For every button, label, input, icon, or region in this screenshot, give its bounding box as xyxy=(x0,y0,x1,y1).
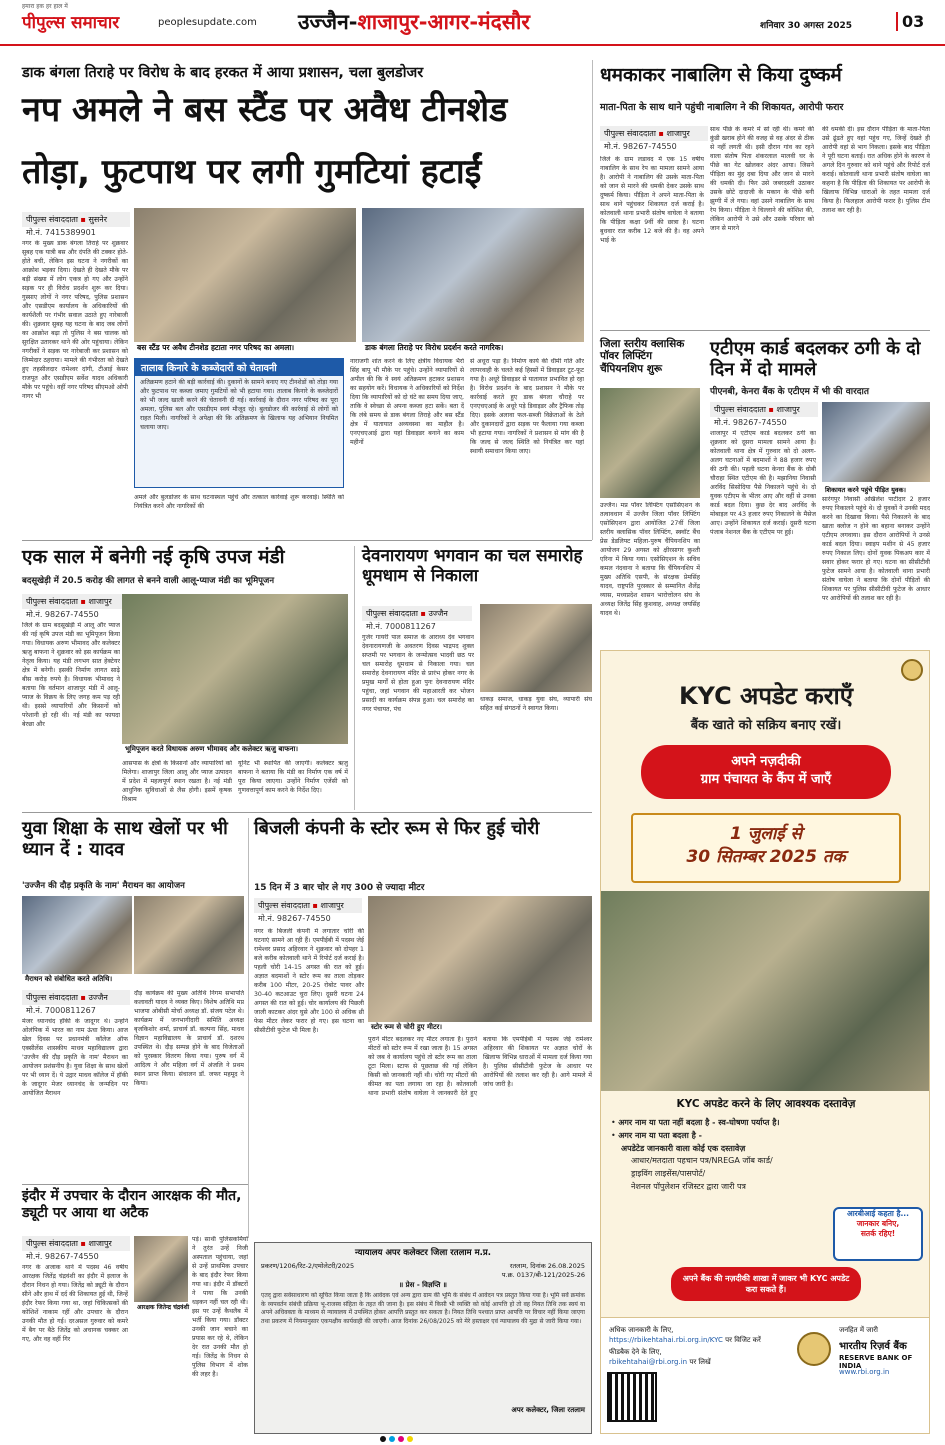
story3-headline: जिला स्तरीय क्लासिक पॉवर लिफ्टिंग चैंपियनशिप शुरू xyxy=(600,338,685,375)
story8-body-2: पुराने मीटर बदलकर नए मीटर लगाता है। पुराने मीटरों को स्टोर रूम में रखा जाता है। 15 अगस्त को जब वे कार्यालय पहुंचे तो स्टोर रूम का ताला टूटा मिला। स्टाफ से पूछताछ की गई लेकिन किसी को जानकारी नहीं थी। चोरी गए मीटरों की कीमत का पता लगाया जा रहा है। कोतवाली थाना प्रभारी संतोष वाघेला ने जानकारी देते हुए बताया कि एमपीईबी में पदस्थ जेई रामेश्वर अहिरवार की शिकायत पर अज्ञात चोरों के खिलाफ विभिन्न धाराओं में मामला दर्ज किया गया है। पुलिस सीसीटीवी फुटेज के आधार पर आरोपियों की तलाश कर रही है। आगे मामले में जांच जारी है। xyxy=(368,1036,592,1097)
story9-photo-constable xyxy=(134,1236,188,1302)
story4-headline: एटीएम कार्ड बदलकर ठगी के दो दिन में दो मामले xyxy=(710,338,921,381)
story6-body-1: गुर्जर गायरी पाल समाज के आराध्य देव भगवान देवनारायणजी के अवतरण दिवस भाद्रपद शुक्ल सप्तमी पर भगवान के जन्मोत्सव भादवी छठ पर चल समारोह धूमधाम से निकाला गया। चल समारोह देवनारायण मंदिर से प्रारंभ होकर नगर के प्रमुख मार्गों से होता हुआ पुनः देवनारायण मंदिर पहुंचा, जहां भगवान की महाआरती कर भोजन प्रसादी का कार्यक्रम संपन्न हुआ। चल समारोह का नगर पंचायत, पंच xyxy=(362,634,474,713)
story5-body-3: यूनिट भी स्थापित की जाएगी। कलेक्टर ऋजु बाफना ने बताया कि मंडी का निर्माण एक वर्ष में पूरा किया जाएगा। उन्होंने निर्माण एजेंसी को गुणवत्तापूर्ण काम करने के निर्देश दिए। xyxy=(238,760,348,794)
story2-byline: पीपुल्स संवाददाता ▪ शाजापुर xyxy=(600,126,708,141)
kyc-points xyxy=(611,1117,921,1194)
column-rule xyxy=(592,60,593,540)
feedback-email[interactable]: rbikehtahai@rbi.org.in पर लिखें xyxy=(609,1358,711,1366)
rbi-kehta-hai-badge xyxy=(833,1207,923,1261)
story1-box-text: अतिक्रमण हटाने की बड़ी कार्रवाई की। दुकानों के सामने बनाए गए टीनशेडों को तोड़ा गया और फुटपाथ पर कब्जा जमाए गुमटियों को भी हटाया गया। तालाब किनारे के कब्जेदारों को भी जल्द खाली करने की चेतावनी दी गई। कार्रवाई के दौरान नगर परिषद का पूरा अमला, पुलिस बल और एसडीएम स्वयं मौजूद रहे। बुलडोजर की कार्रवाई से लोगों को राहत मिली। नागरिकों ने अपेक्षा की कि अतिक्रमण के खिलाफ यह अभियान नियमित चलाया जाए। xyxy=(140,379,338,431)
notice-reference: प.क्र. 0137/बी-121/2025-26 xyxy=(501,1271,585,1279)
issuer-site[interactable]: www.rbi.org.in xyxy=(839,1368,890,1376)
story4-photo-caption: शिकायत करने पहुंचे पीड़ित युवक। xyxy=(822,484,930,495)
story2-body-2: साथ पीछे के कमरे में सो रही थी। कमरे की कुंडी खराब होने की वजह से वह अंदर से ठीक से नहीं लगती थी। इसी दौरान गांव का रहने वाला संतोष पिता शंकरलाल मालवी घर के पीछे का गेट खोलकर अंदर आया। जिसने पीड़िता का मुंह दबा दिया और जान से मारने की धमकी दी। फिर उसे जबरदस्ती उठाकर उसके छोटे दादाजी के मकान के पीछे बनी झुग्गी में ले गया। वहां उसने नाबालिग के साथ रेप किया। पीड़िता ने चिल्लाने की कोशिश की, लेकिन आरोपी ने उसे और उसके परिवार को जान से मारने xyxy=(710,126,814,232)
badge-line1: आरबीआई कहता है... xyxy=(846,1209,910,1218)
story4-subhead: पीएनबी, केनरा बैंक के एटीएम में भी की वारदात xyxy=(710,387,869,397)
kyc-footer xyxy=(601,1317,930,1434)
divider xyxy=(22,1184,248,1185)
story1-photo-bulldozer xyxy=(134,208,356,348)
story9-mobile: मो.नं. 98267-74550 xyxy=(26,1252,99,1261)
story8-mobile: मो.नं. 98267-74550 xyxy=(258,914,331,923)
story7-body-1: मेजर ध्यानचंद हॉकी के जादूगर थे। उन्होंने ओलंपिक में भारत का नाम ऊंचा किया। आज खेल दिवस पर प्रधानमंत्री कॉलेज ऑफ एक्सीलेंस शासकीय माधव महाविद्यालय द्वारा 'उज्जैन की दौड़ प्रकृति के नाम' मैराथन का आयोजन प्रशंसनीय है। युवा शिक्षा के साथ खेलों पर भी ध्यान दें। ये उद्गार माधव कॉलेज में हॉकी के जादूगर मेजर ध्यानचंद के जन्मदिन पर आयोजित मैराथन xyxy=(22,1018,128,1097)
info-line: अधिक जानकारी के लिए, xyxy=(609,1326,674,1334)
kyc-subline: बैंक खाते को सक्रिय बनाए रखें। xyxy=(690,718,842,733)
reg-mark xyxy=(407,1436,413,1442)
story2-body-3: की धमकी दी। इस दौरान पीड़िता के माता-पिता उसे ढूंढते हुए वहां पहुंच गए, जिन्हें देखते ही आरोपी वहां से भाग निकला। इसके बाद पीड़िता ने पूरी घटना बताई। रात अधिक होने के कारण वे अगले दिन गुरुवार को थाने पहुंचे और रिपोर्ट दर्ज कराई। कोतवाली थाना प्रभारी संतोष वाघेला का कहना है कि पीड़िता की शिकायत पर आरोपी के खिलाफ विभिन्न धाराओं के तहत मामला दर्ज किया है। फिलहाल आरोपी फरार है। पुलिस टीम तलाश कर रही है। xyxy=(822,126,930,214)
column-rule xyxy=(354,546,355,810)
story5-mobile: मो.नं. 98267-74550 xyxy=(26,610,99,619)
story7-headline: युवा शिक्षा के साथ खेलों पर भी ध्यान दें : यादव xyxy=(22,818,228,861)
story9-byline: पीपुल्स संवाददाता ▪ शाजापुर xyxy=(22,1236,130,1251)
story7-byline: पीपुल्स संवाददाता ▪ उज्जैन xyxy=(22,990,130,1005)
kyc-cta: अपने बैंक की नज़दीकी शाखा में जाकर भी KYC अपडेट करा सकते हैं। xyxy=(671,1267,861,1301)
reg-mark xyxy=(380,1436,386,1442)
kyc-point-2-sub: अपडेटेड जानकारी वाला कोई एक दस्तावेज़ xyxy=(621,1143,746,1153)
reg-mark xyxy=(389,1436,395,1442)
page-number: 03 xyxy=(896,12,926,31)
divider xyxy=(600,330,930,331)
story8-subhead: 15 दिन में 3 बार चोर ले गए 300 से ज्यादा मीटर xyxy=(254,883,425,893)
story5-photo-caption: भूमिपूजन करते विधायक अरुण भीमावद और कलेक्टर ऋजु बाफना। xyxy=(122,744,348,755)
kyc-date-from: 1 जुलाई से xyxy=(729,824,803,844)
story1-headline-line2: तोड़ा, फुटपाथ पर लगी गुमटियां हटाईं xyxy=(22,152,482,192)
issuer-english: RESERVE BANK OF INDIA xyxy=(839,1354,913,1370)
story1-kicker: डाक बंगला तिराहे पर विरोध के बाद हरकत में आया प्रशासन, चला बुलडोजर xyxy=(22,65,424,81)
kyc-date-panel xyxy=(631,813,901,883)
court-notice xyxy=(254,1242,592,1434)
kyc-point-1: • अगर नाम या पता नहीं बदला है - स्व-घोषणा पर्याप्त है। xyxy=(611,1118,780,1127)
masthead-tagline: हमारा हक हर हाल में xyxy=(22,3,68,10)
story9-headline: इंदौर में उपचार के दौरान आरक्षक की मौत, ड्यूटी पर आया था अटैक xyxy=(22,1188,242,1221)
story9-photo-caption: आरक्षक जितेन्द्र चंद्रवंशी xyxy=(134,1302,194,1312)
kyc-banner-line2: ग्राम पंचायत के कैंप में जाएँ xyxy=(700,772,832,787)
story4-byline: पीपुल्स संवाददाता ▪ शाजापुर xyxy=(710,402,818,417)
story1-headline-line1: नप अमले ने बस स्टैंड पर अवैध टीनशेड xyxy=(22,90,508,130)
story8-photo xyxy=(368,896,592,1022)
kyc-doc-1: आधार/मतदाता पहचान पत्र/NREGA जॉब कार्ड/ xyxy=(631,1156,773,1166)
story1-body-mid: अमले और बुलडोजर के साथ घटनास्थल पहुंचे और तत्काल कार्रवाई शुरू करवाई। स्थिति को नियंत्रित करने और नागरिकों की xyxy=(134,494,344,510)
story7-photo-caption: मैराथन को संबोधित करते अतिथि। xyxy=(22,974,244,985)
notice-subject: ॥ प्रेस - विज्ञप्ति ॥ xyxy=(399,1281,447,1289)
story4-mobile: मो.नं. 98267-74550 xyxy=(714,418,787,427)
divider xyxy=(22,812,592,813)
story1-photo-protest xyxy=(362,208,584,348)
divider xyxy=(22,540,592,541)
story1-photo1-caption: बस स्टैंड पर अवैध टीनशेड हटाता नगर परिषद का अमला। xyxy=(134,342,356,354)
story6-mobile: मो.नं. 7000811267 xyxy=(366,622,436,631)
story1-mobile: मो.नं. 7415389901 xyxy=(26,228,96,237)
story9-body-2: पड़े। साथी पुलिसकर्मियों ने तुरंत उन्हें निजी अस्पताल पहुंचाया, जहां से उन्हें प्राथमिक उपचार के बाद इंदौर रेफर किया गया था। इंदौर में डॉक्टरों ने पाया कि उनकी धड़कन नहीं चल रही थी। इस पर उन्हें कैथलैब में भर्ती किया गया। डॉक्टर उनकी जान बचाने का प्रयास कर रहे थे, लेकिन देर रात उनकी मौत हो गई। जितेंद्र के निधन से पुलिस विभाग में शोक की लहर है। xyxy=(192,1236,248,1378)
column-rule xyxy=(248,818,249,1238)
kyc-headline: KYC अपडेट कराएँ xyxy=(678,682,854,710)
story3-photo xyxy=(600,388,700,498)
story7-photo-speech xyxy=(134,896,244,974)
kyc-point-2: • अगर नाम या पता बदला है - xyxy=(611,1130,702,1140)
kyc-advertisement xyxy=(600,650,930,1434)
story6-body-2: धाकड़ समाज, धाकड़ युवा संघ, व्यापारी संघ सहित कई संगठनों ने स्वागत किया। xyxy=(480,696,592,712)
story4-photo xyxy=(822,402,930,482)
story3-body: उज्जैन। मप्र पॉवर लिफ्टिंग एसोसिएशन के तत्वावधान में उज्जैन जिला पॉवर लिफ्टिंग एसोसिएशन द्वारा आयोजित 27वीं जिला स्तरीय क्लासिक पॉवर लिफ्टिंग, स्क्वॉट बैंच प्रेस डेडलिफ्ट महिला-पुरुष चैंपियनशिप का आयोजन 29 अगस्त को क्षीरसागर कुश्ती एरिना में किया गया। एसोसिएशन के सचिव कमल नंदवाना ने बताया कि चैंपियनशिप में मुख्य अतिथि एसपी, के संरक्षक प्रेमसिंह यादव, राष्ट्रपति पुरस्कार से सम्मानित शैलेंद्र व्यास, मध्यप्रदेश शासन भारोत्तोलन संघ के अध्यक्ष जितेंद्र सिंह कुशवाह, अध्यक्ष जयसिंह यादव थे। xyxy=(600,502,700,617)
info-link[interactable]: https://rbikehtahai.rbi.org.in/KYC पर विजिट करें xyxy=(609,1336,761,1344)
story1-body-left: नगर के मुख्य डाक बंगला तिराहे पर शुक्रवार सुबह एक यात्री बस और दंपति की टक्कर होते-होते बची, लेकिन इस घटना ने नगरीकों का आक्रोश भड़का दिया। देखते ही देखते मौके पर बड़ी संख्या में लोग एकत्र हो गए और उन्होंने सड़क पर ही विरोध प्रदर्शन शुरू कर दिया। गुस्साए लोगों ने नगर परिषद, पुलिस प्रशासन और एसडीएम कार्यालय के अधिकारियों की कार्यशैली पर गंभीर सवाल उठाते हुए नारेबाजी की। शुक्रवार सुबह यह घटना के बाद जब लोगों का आक्रोश बढ़ा तो पुलिस ने बस चालक को सुरक्षित उतारकर थाने की ओर पहुंचाया। लेकिन नगरीकों ने सड़क पर नारेबाजी कर प्रशासन को जिम्मेदार ठहराया। मामले की गंभीरता को देखते हुए तहसीलदार रामेश्वर दांगी, टीआई केसर राजपूत और एसडीएम सर्वेश यादव अधिकारी मौके पर पहुंचे। वहीं नगर परिषद सीएमओ ओपी नागर भी xyxy=(22,240,128,400)
story7-photo-marathon xyxy=(22,896,132,974)
story5-byline: पीपुल्स संवाददाता ▪ शाजापुर xyxy=(22,594,122,609)
kyc-village-illustration xyxy=(601,891,930,1091)
paper-name: पीपुल्स समाचार xyxy=(22,13,120,33)
story1-body-right2: से अधूरा पड़ा है। निर्माण कार्य की धीमी गति और लापरवाही के चलते कई हिस्सों में डिवाइडर टूट-फूट गया है। अधूरे डिवाइडर से यातायात प्रभावित हो रहा है। विरोध प्रदर्शन के बाद प्रशासन ने मौके पर कार्रवाई करते हुए डाक बंगला चौराहे पर एनएचएआई के अधूरे पड़े डिवाइडर और ट्रैफिक तोड़ दिए। इसके अलावा फल-सब्जी विक्रेताओं के ठेले और दुकानदारों द्वारा सड़क पर फैलाया गया कब्जा भी हटाया गया। नागरिकों ने प्रशासन से मांग की है कि जल्द से जल्द स्थिति को नियंत्रित कर यहां स्थायी समाधान किया जाए। xyxy=(470,358,584,455)
masthead xyxy=(0,0,945,46)
story7-mobile: मो.नं. 7000811267 xyxy=(26,1006,96,1015)
edition-title-districts: शाजापुर-आगर-मंदसौर xyxy=(357,10,530,34)
badge-line2: जानकार बनिए, xyxy=(856,1219,900,1228)
story2-headline: धमकाकर नाबालिग से किया दुष्कर्म xyxy=(600,64,842,86)
story7-subhead: 'उज्जैन की दौड़ प्रकृति के नाम' मैराथन का आयोजन xyxy=(22,881,185,891)
rbi-seal-icon xyxy=(901,659,923,681)
notice-case-line: प्रकरण/1206/रिट-2/एमोलेटरी/2025 xyxy=(261,1262,355,1270)
story1-byline: पीपुल्स संवाददाता ▪ सुसनेर xyxy=(22,212,130,227)
registration-marks xyxy=(380,1436,413,1442)
rbi-emblem-icon xyxy=(797,1332,831,1366)
story5-photo xyxy=(122,594,348,750)
notice-date-line: रतलाम, दिनांक 26.08.2025 xyxy=(509,1262,585,1270)
edition-title-city: उज्जैन- xyxy=(298,10,358,34)
story1-box xyxy=(134,358,344,488)
qr-code-icon xyxy=(609,1374,655,1420)
edition-title xyxy=(298,8,530,36)
story8-photo-caption: स्टोर रूम से चोरी हुए मीटर। xyxy=(368,1022,592,1033)
story5-headline: एक साल में बनेगी नई कृषि उपज मंडी xyxy=(22,546,285,568)
kyc-doc-2: ड्राइविंग लाइसेंस/पासपोर्ट/ xyxy=(631,1169,706,1179)
kyc-banner xyxy=(641,745,891,799)
story6-byline: पीपुल्स संवाददाता ▪ उज्जैन xyxy=(362,606,472,621)
story4-body-2: सारंगपुर निवासी अखिलेश पाटीदार 2 हजार रुपए निकालने पहुंचे थे। दो युवकों ने उनकी मदद करने का दिखावा किया। पैसे निकालने के बाद खाता क्लोज न होने का बहाना बनाकर उन्होंने एटीएम लगवाया। इस दौरान आरोपियों ने उनसे कार्ड बदल दिया। स्वाइप मशीन से 45 हजार रुपए निकाल लिए। दोनों युवक पिकअप कार में सवार होकर फरार हो गए। घटना का सीसीटीवी फुटेज सामने आया है। कोतवाली थाना प्रभारी संतोष वाघेला ने बताया कि दोनों पीड़ितों की शिकायत पर पुलिस सीसीटीवी फुटेज के आधार पर आरोपियों की तलाश कर रही है। xyxy=(822,496,930,602)
story6-photo xyxy=(480,604,592,692)
story2-subhead: माता-पिता के साथ थाने पहुंची नाबालिग ने की शिकायत, आरोपी फरार xyxy=(600,102,844,113)
story9-body-1: नगर के अजाक थाने में पदस्थ 46 वर्षीय आरक्षक जितेंद्र चंद्रवंशी का इंदौर में इलाज के दौरान निधन हो गया। जितेंद्र को ड्यूटी के दौरान सीने और हाथ में दर्द की शिकायत हुई थी, जिन्हें इंदौर रेफर किया गया था, जहां चिकित्सकों की कोशिशें नाकाम रहीं और उपचार के दौरान उनकी मौत हो गई। दरअसल गुरुवार को कमरे में बैग पर बैठे जितेंद्र को अचानक चक्कर आ गए, और वह वहीं गिर xyxy=(22,1264,128,1343)
kyc-documents-heading: KYC अपडेट करने के लिए आवश्यक दस्तावेज़ xyxy=(676,1098,856,1110)
story8-byline: पीपुल्स संवाददाता ▪ शाजापुर xyxy=(254,898,362,913)
feedback-line: फीडबैक देने के लिए, xyxy=(609,1348,662,1356)
kyc-banner-line1: अपने नज़दीकी xyxy=(731,754,801,769)
story2-body-1: जिले के ग्राम लडावद में एक 15 वर्षीय नाबालिग के साथ रेप का मामला सामने आया है। आरोपी ने नाबालिग की उसके माता-पिता को जान से मारने की धमकी देकर उसके साथ दुष्कर्म किया। पीड़िता ने अपने माता-पिता के साथ थाने पहुंचकर शिकायत दर्ज कराई है। कोतवाली थाना प्रभारी संतोष वाघेला ने बताया कि पीड़िता कक्षा 9वीं की छात्रा है। घटना बुधवार रात करीब 12 बजे की है। वह अपने भाई के xyxy=(600,156,704,244)
issuer-label: जनहित में जारी xyxy=(839,1326,878,1334)
story5-body-1: जिले के ग्राम बदसूखेड़ी में आलू और प्याज की नई कृषि उपज मंडी का भूमिपूजन किया गया। विधायक अरुण भीमावद और कलेक्टर ऋजु बाफना ने शुक्रवार को इस कार्यक्रम का नेतृत्व किया। यह मंडी लगभग सात हेक्टेयर क्षेत्र में बनेगी। इसकी निर्माण लागत साढ़े बीस करोड़ रुपये है। विधायक भीमावद ने बताया कि वर्तमान शाजापुर मंडी में आलू-प्याज के विक्रय के लिए जगह कम पड़ रही थी। इससे व्यापारियों और किसानों को परेशानी हो रही थी। नई मंडी का फायदा बेरछा और xyxy=(22,622,120,728)
story2-mobile: मो.नं. 98267-74550 xyxy=(604,142,677,151)
kyc-doc-3: नेशनल पॉपुलेशन रजिस्टर द्वारा जारी पत्र xyxy=(631,1181,746,1191)
reg-mark xyxy=(398,1436,404,1442)
notice-title: न्यायालय अपर कलेक्टर जिला रतलाम म.प्र. xyxy=(355,1248,491,1258)
story1-photo2-caption: डाक बंगला तिराहे पर विरोध प्रदर्शन करते नागरिक। xyxy=(362,342,584,354)
issuer-hindi: भारतीय रिज़र्व बैंक xyxy=(839,1341,907,1352)
story4-body-1: शाजापुर में एटीएम कार्ड बदलकर ठगी का शुक्रवार को दूसरा मामला सामने आया है। कोतवाली थाना क्षेत्र में गुरुवार को दो अलग-अलग घटनाओं में बदमाशों ने 88 हजार रुपए की ठगी की। पहली घटना केनरा बैंक के धोबी चौराहा स्थित एटीएम की है। मझानिया निवासी अरविंद सिसोदिया पैसे निकालने पहुंचे थे। दो युवक एटीएम के भीतर आए और वहीं से उनका कार्ड बदल दिया। कुछ देर बाद अरविंद के मोबाइल पर 43 हजार रुपए निकालने के मैसेज आए। उन्होंने शिकायत दर्ज कराई। दूसरी घटना पंजाब नेशनल बैंक के एटीएम पर हुई। xyxy=(710,430,816,536)
story5-subhead: बदसूखेड़ी में 20.5 करोड़ की लागत से बनने वाली आलू-प्याज मंडी का भूमिपूजन xyxy=(22,576,275,586)
website[interactable]: peoplesupdate.com xyxy=(158,17,257,28)
issue-date: शनिवार 30 अगस्त 2025 xyxy=(760,21,853,31)
story7-body-2: दौड़ कार्यक्रम की मुख्य अतिथि निगम सभापति कलावती यादव ने व्यक्त किए। विशेष अतिथि मप्र भाजपा ओबीसी मोर्चा अध्यक्ष डॉ. संजय पटेल थे। कार्यक्रम में जनभागीदारी समिति अध्यक्ष बृजकिशोर शर्मा, प्राचार्य डॉ. कल्पना सिंह, माधव विज्ञान महाविद्यालय के प्राचार्य डॉ. दशरथ उपस्थित थे। दौड़ सम्पन्न होने के बाद विजेताओं को पुरस्कार वितरण किया गया। पुरुष वर्ग में आदित्य ने और महिला वर्ग में अंजलि ने प्रथम स्थान प्राप्त किया। संचालन डॉ. जफर महमूद ने किया। xyxy=(134,990,244,1087)
story8-headline: बिजली कंपनी के स्टोर रूम से फिर हुई चोरी xyxy=(254,818,540,839)
notice-signature: अपर कलेक्टर, जिला रतलाम xyxy=(511,1406,585,1414)
story1-box-title: तालाब किनारे के कब्जेदारों को चेतावनी xyxy=(135,359,343,376)
story8-body-1: नगर के बिजली कंपनी में लगातार चोरी की घटनाएं सामने आ रही हैं। एमपीईबी में पदस्थ जेई रामेश्वर प्रसाद अहिरवार ने शुक्रवार को दोपहर 1 बजे करीब कोतवाली थाने में रिपोर्ट दर्ज कराई है। पहली चोरी 14-15 अगस्त की रात को हुई। अज्ञात बदमाशों ने स्टोर रूम का ताला तोड़कर करीब 100 मीटर, 20-25 रोबोट पावर और 30-40 कटआउट चुरा लिए। दूसरी घटना 24 अगस्त की रात को हुई। चोर कार्यालय की पिछली जाली काटकर अंदर घुसे और 100 से अधिक थ्री फेस मीटर लेकर फरार हो गए। इस घटना का सीसीटीवी फुटेज भी मिला है। xyxy=(254,928,364,1034)
story6-headline: देवनारायण भगवान का चल समारोह धूमधाम से निकाला xyxy=(362,546,583,587)
kyc-date-to: 30 सितम्बर 2025 तक xyxy=(686,847,846,867)
badge-line3: सतर्क रहिए! xyxy=(860,1229,896,1238)
story1-body-right: नाराजगी शांत करने के लिए क्षेत्रीय विधायक भैरो सिंह बापू भी मौके पर पहुंचे। उन्होंने व्यापारियों से अपील की कि वे स्वयं अतिक्रमण हटाकर प्रशासन का सहयोग करें। विधायक ने अधिकारियों को निर्देश दिया कि व्यापारियों को दो घंटे का समय दिया जाए, ताकि वे स्वेच्छा से अपना कब्जा हटा सकें। बता दें कि लंबे समय से डाक बंगला तिराहे और बस स्टैंड क्षेत्र में यातायात अव्यवस्था का माहौल है। एनएचएआई द्वारा यहां डिवाइडर बनाने का काम महीनों xyxy=(350,358,464,446)
notice-body: एतद् द्वारा सर्वसाधारण को सूचित किया जाता है कि आवेदक एवं अन्य द्वारा ग्राम की भूमि के संबंध में आवेदन पत्र प्रस्तुत किया गया है। भूमि सर्वे क्रमांक के व्यपवर्तन संबंधी प्रक्रिया भू-राजस्व संहिता के तहत की जाना है। इस संबंध में किसी भी व्यक्ति को कोई आपत्ति हो तो वह नियत तिथि तक स्वयं या अपने अधिवक्ता के माध्यम से न्यायालय में उपस्थित होकर आपत्ति प्रस्तुत कर सकता है। नियत तिथि पश्चात प्राप्त आपत्ति पर विचार नहीं किया जाएगा तथा प्रकरण में नियमानुसार एकपक्षीय कार्यवाही की जाएगी। आज दिनांक 26/08/2025 को मेरे हस्ताक्षर एवं न्यायालय की मुद्रा से जारी किया गया। xyxy=(261,1292,585,1326)
story5-body-2: आसपास के क्षेत्रों के किसानों और व्यापारियों को मिलेगा। शाजापुर जिला आलू और प्याज उत्पादन में प्रदेश में महत्वपूर्ण स्थान रखता है। नई मंडी आधुनिक सुविधाओं से लैस होगी। इसमें कृषक विश्राम xyxy=(122,760,232,803)
